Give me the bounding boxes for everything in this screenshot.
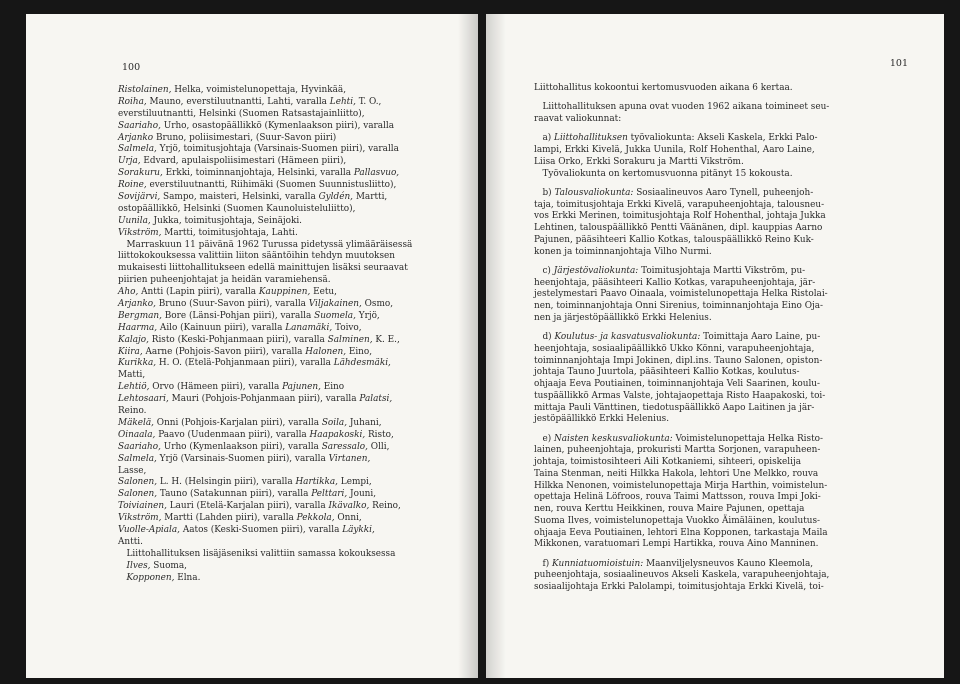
- text-line: Vikström, Martti, toimitusjohtaja, Lahti.: [118, 227, 298, 238]
- italic-name: Bergman,: [118, 310, 162, 321]
- italic-name: Salminen,: [327, 334, 373, 345]
- text-line: nen, toiminnanjohtaja Onni Sirenius, toiminnanjohtaja Eino Oja-: [534, 301, 824, 311]
- text-line: sosiaalijohtaja Erkki Palolampi, toimitusjohtaja Erkki Kivelä, toi-: [534, 582, 824, 592]
- italic-name: Lehti,: [329, 96, 356, 107]
- italic-name: Ristolainen,: [118, 85, 172, 95]
- text-line: Lehtosaari, Mauri (Pohjois-Pohjanmaan piiri), varalla Palatsi,: [118, 394, 393, 405]
- italic-name: Roiha,: [118, 96, 147, 107]
- italic-name: Sovijärvi,: [118, 192, 161, 203]
- paragraph-gap: [534, 258, 894, 266]
- left-page: [26, 14, 478, 678]
- text-line: jestelymestari Paavo Oinaala, voimistelunopettaja Helka Ristolai-: [534, 289, 828, 300]
- text-line: c) Järjestövaliokunta: Toimitusjohtaja Martti Vikström, pu-: [534, 265, 806, 276]
- right-page: [486, 14, 944, 678]
- left-page-text: [118, 85, 458, 584]
- text-line: Roine, everstiluutnantti, Riihimäki (Suomen Suunnistusliitto),: [118, 180, 397, 191]
- text-line: Reino.: [118, 406, 147, 417]
- text-line: Työvaliokunta on kertomusvuonna pitänyt 15 kokousta.: [534, 168, 793, 179]
- text-line: mukaisesti liittohallitukseen edellä mainittujen lisäksi seuraavat: [118, 263, 408, 274]
- text-line: Aho, Antti (Lapin piiri), varalla Kauppinen, Eetu,: [118, 287, 337, 298]
- right-page-text: [534, 83, 894, 594]
- text-line: Oinaala, Paavo (Uudenmaan piiri), varalla Haapakoski, Risto,: [118, 429, 394, 440]
- text-line: Vikström, Martti (Lahden piiri), varalla Pekkola, Onni,: [118, 513, 362, 524]
- italic-name: Lehtiö,: [118, 382, 150, 393]
- italic-name: Lähdesmäki,: [333, 358, 391, 369]
- italic-name: Pallasvuo,: [353, 168, 400, 179]
- italic-name: Viljakainen,: [308, 299, 362, 310]
- text-line: tuspäällikkö Armas Valste, johtajaopettaja Risto Haapakoski, toi-: [534, 390, 826, 401]
- italic-name: Kunniatuomioistuin:: [552, 558, 644, 569]
- text-line: raavat valiokunnat:: [534, 114, 622, 124]
- text-line: puheenjohtaja, sosiaalineuvos Akseli Kaskela, varapuheenjohtaja,: [534, 570, 830, 581]
- text-line: e) Naisten keskusvaliokunta: Voimistelunopettaja Helka Risto-: [534, 433, 823, 444]
- paragraph-gap: [534, 551, 894, 559]
- italic-name: Salmela,: [118, 453, 157, 464]
- italic-name: Saariaho,: [118, 441, 161, 452]
- italic-name: Mäkelä,: [118, 417, 154, 428]
- text-line: f) Kunniatuomioistuin: Maanviljelysneuvos Kauno Kleemola,: [534, 558, 814, 569]
- italic-name: Ikävalko,: [328, 501, 370, 512]
- text-line: Arjanko, Bruno (Suur-Savon piiri), varalla Viljakainen, Osmo,: [118, 299, 394, 310]
- text-line: Marraskuun 11 päivänä 1962 Turussa pidetyssä ylimääräisessä: [118, 239, 413, 250]
- text-line: b) Talousvaliokunta: Sosiaalineuvos Aaro Tynell, puheenjoh-: [534, 187, 814, 198]
- italic-name: Sorakuru,: [118, 168, 163, 179]
- italic-name: Salonen,: [118, 477, 158, 488]
- text-line: Uunila, Jukka, toimitusjohtaja, Seinäjoki.: [118, 215, 302, 226]
- italic-name: Saariaho,: [118, 120, 161, 131]
- paragraph-gap: [534, 325, 894, 333]
- text-line: heenjohtaja, sosiaalipäällikkö Ukko Könni, varapuheenjohtaja,: [534, 343, 815, 354]
- italic-name: Haapakoski,: [309, 429, 366, 440]
- text-line: ostopäällikkö, Helsinki (Suomen Kaunoluisteluliitto),: [118, 203, 356, 214]
- italic-name: Kiira,: [118, 346, 143, 357]
- italic-name: Pelttari,: [311, 489, 348, 500]
- text-line: Arjanko Bruno, poliisimestari, (Suur-Savon piiri): [118, 132, 337, 143]
- text-line: Taina Stenman, neiti Hilkka Hakola, lehtori Une Melkko, rouva: [534, 468, 819, 479]
- italic-name: Oinaala,: [118, 429, 156, 440]
- italic-name: Järjestövaliokunta:: [553, 265, 639, 276]
- text-line: Lehtiö, Orvo (Hämeen piiri), varalla Pajunen, Eino: [118, 382, 345, 393]
- italic-name: Saressalo,: [321, 441, 368, 452]
- text-line: Liisa Orko, Erkki Sorakuru ja Martti Vikström.: [534, 156, 744, 167]
- text-line: Liittohallituksen lisäjäseniksi valittiin samassa kokouksessa: [118, 548, 396, 559]
- text-line: Ilves, Suoma,: [126, 560, 187, 571]
- text-line: nen ja järjestöpäällikkö Erkki Helenius.: [534, 312, 712, 323]
- text-line: mittaja Pauli Vänttinen, tiedotuspäällikkö Aapo Laitinen ja jär-: [534, 402, 815, 413]
- text-line: a) Liittohallituksen työvaliokunta: Akseli Kaskela, Erkki Palo-: [534, 133, 818, 144]
- text-line: Lasse,: [118, 465, 147, 476]
- text-line: Sovijärvi, Sampo, maisteri, Helsinki, varalla Gyldén, Martti,: [118, 192, 388, 203]
- italic-name: Palatsi,: [359, 394, 393, 405]
- text-line: toiminnanjohtaja Impi Jokinen, dipl.ins. Tauno Salonen, opiston-: [534, 355, 823, 366]
- text-line: ohjaaja Eeva Poutiainen, toiminnanjohtaja Veli Saarinen, koulu-: [534, 379, 821, 389]
- text-line: Suoma Ilves, voimistelunopettaja Vuokko Äimäläinen, koulutus-: [534, 515, 821, 526]
- text-line: konen ja toiminnanjohtaja Vilho Nurmi.: [534, 246, 712, 257]
- text-line: Kopponen, Elna.: [126, 572, 201, 583]
- text-line: piirien puheenjohtajat ja heidän varamiehensä.: [118, 275, 331, 286]
- text-line: taja, toimitusjohtaja Erkki Kivelä, varapuheenjohtaja, talousneu-: [534, 199, 825, 210]
- italic-name: Vikström,: [118, 513, 162, 524]
- paragraph-gap: [534, 95, 894, 103]
- text-line: Salonen, L. H. (Helsingin piiri), varalla Hartikka, Lempi,: [118, 477, 372, 488]
- text-line: johtaja, toimistosihteeri Aili Kotkaniemi, sihteeri, opiskelija: [534, 457, 801, 467]
- italic-name: Haarma,: [118, 322, 158, 333]
- text-line: Saariaho, Urho, osastopäällikkö (Kymenlaakson piiri), varalla: [118, 120, 395, 131]
- paragraph-gap: [534, 180, 894, 188]
- italic-name: Toiviainen,: [118, 501, 167, 512]
- text-line: Salonen, Tauno (Satakunnan piiri), varalla Pelttari, Jouni,: [118, 489, 377, 500]
- italic-name: Naisten keskusvaliokunta:: [554, 433, 673, 444]
- italic-name: Vikström,: [118, 227, 162, 238]
- italic-name: Hartikka,: [295, 477, 338, 488]
- text-line: Lehtinen, talouspäällikkö Pentti Väänänen, dipl. kauppias Aarno: [534, 223, 823, 233]
- text-line: everstiluutnantti, Helsinki (Suomen Ratsastajainliitto),: [118, 108, 365, 119]
- text-line: heenjohtaja, pääsihteeri Kallio Kotkas, varapuheenjohtaja, jär-: [534, 277, 816, 288]
- italic-name: Kurikka,: [118, 358, 157, 369]
- text-line: Pajunen, pääsihteeri Kallio Kotkas, talouspäällikkö Reino Kuk-: [534, 234, 814, 245]
- italic-name: Gyldén,: [318, 192, 353, 203]
- text-line: Kurikka, H. O. (Etelä-Pohjanmaan piiri), varalla Lähdesmäki,: [118, 358, 391, 369]
- text-line: d) Koulutus- ja kasvatusvaliokunta: Toimittaja Aaro Laine, pu-: [534, 332, 821, 342]
- text-line: Liittohallitus kokoontui kertomusvuoden aikana 6 kertaa.: [534, 83, 793, 93]
- page-number-right: 101: [889, 58, 908, 69]
- italic-name: Urja,: [118, 156, 141, 167]
- italic-name: Pekkola,: [296, 513, 335, 524]
- text-line: vos Erkki Merinen, toimitusjohtaja Rolf Hohenthal, johtaja Jukka: [534, 211, 826, 222]
- italic-name: Uunila,: [118, 215, 151, 226]
- italic-name: Vuolle-Apiala,: [118, 524, 180, 535]
- italic-name: Aho,: [118, 287, 139, 298]
- text-line: nen, rouva Kerttu Heikkinen, rouva Maire Pajunen, opettaja: [534, 504, 805, 514]
- text-line: lainen, puheenjohtaja, prokuristi Martta Sorjonen, varapuheen-: [534, 445, 821, 456]
- text-line: jestöpäällikkö Erkki Helenius.: [534, 414, 670, 425]
- text-line: Urja, Edvard, apulaispoliisimestari (Hämeen piiri),: [118, 156, 347, 167]
- text-line: Liittohallituksen apuna ovat vuoden 1962 aikana toimineet seu-: [534, 102, 830, 113]
- text-line: Salmela, Yrjö, toimitusjohtaja (Varsinais-Suomen piiri), varalla: [118, 144, 399, 155]
- text-line: ohjaaja Eeva Poutiainen, lehtori Elna Kopponen, tarkastaja Maila: [534, 527, 828, 538]
- text-line: Salmela, Yrjö (Varsinais-Suomen piiri), varalla Virtanen,: [118, 453, 371, 464]
- text-line: Mäkelä, Onni (Pohjois-Karjalan piiri), varalla Soila, Juhani,: [118, 417, 382, 428]
- italic-name: Suomela,: [314, 310, 356, 321]
- italic-name: Halonen,: [305, 346, 347, 357]
- page-number-left: 100: [122, 62, 141, 73]
- italic-name: Lanamäki,: [285, 322, 333, 333]
- italic-name: Kalajo,: [118, 334, 149, 345]
- italic-name: Roine,: [118, 180, 147, 191]
- text-line: Haarma, Ailo (Kainuun piiri), varalla Lanamäki, Toivo,: [118, 322, 362, 333]
- paragraph-gap: [534, 426, 894, 434]
- italic-name: Liittohallituksen: [554, 133, 628, 144]
- text-line: Roiha, Mauno, everstiluutnantti, Lahti, varalla Lehti, T. O.,: [118, 96, 382, 107]
- italic-name: Ilves,: [126, 560, 151, 571]
- italic-name: Kauppinen,: [258, 287, 311, 298]
- italic-name: Salmela,: [118, 144, 157, 155]
- text-line: Antti.: [118, 536, 143, 547]
- text-line: opettaja Helinä Löfroos, rouva Taimi Mattsson, rouva Impi Joki-: [534, 492, 821, 503]
- italic-name: Arjanko,: [118, 299, 156, 310]
- text-line: lampi, Erkki Kivelä, Jukka Uunila, Rolf Hohenthal, Aaro Laine,: [534, 145, 815, 155]
- text-line: Bergman, Bore (Länsi-Pohjan piiri), varalla Suomela, Yrjö,: [118, 310, 380, 321]
- italic-name: Koulutus- ja kasvatusvaliokunta:: [554, 332, 701, 342]
- text-line: Mikkonen, varatuomari Lempi Hartikka, rouva Aino Manninen.: [534, 539, 819, 550]
- italic-name: Salonen,: [118, 489, 158, 500]
- italic-name: Virtanen,: [328, 453, 371, 464]
- italic-name: Talousvaliokunta:: [554, 187, 634, 198]
- text-line: Toiviainen, Lauri (Etelä-Karjalan piiri), varalla Ikävalko, Reino,: [118, 501, 401, 512]
- text-line: Vuolle-Apiala, Aatos (Keski-Suomen piiri), varalla Läykki,: [118, 524, 375, 535]
- italic-name: Arjanko: [118, 132, 154, 143]
- text-line: johtaja Tauno Juurtola, pääsihteeri Kallio Kotkas, koulutus-: [534, 367, 800, 378]
- text-line: Ristolainen, Helka, voimistelunopettaja, Hyvinkää,: [118, 85, 347, 95]
- text-line: liittokokouksessa valittiin liiton sääntöihin tehdyn muutoksen: [118, 251, 395, 262]
- italic-name: Läykki,: [342, 524, 375, 535]
- text-line: Kalajo, Risto (Keski-Pohjanmaan piiri), varalla Salminen, K. E.,: [118, 334, 400, 345]
- italic-name: Pajunen,: [282, 382, 321, 393]
- text-line: Sorakuru, Erkki, toiminnanjohtaja, Helsinki, varalla Pallasvuo,: [118, 168, 400, 179]
- italic-name: Lehtosaari,: [118, 394, 169, 405]
- text-line: Matti,: [118, 370, 146, 381]
- text-line: Hilkka Nenonen, voimistelunopettaja Mirja Harthin, voimistelun-: [534, 480, 828, 491]
- italic-name: Soila,: [321, 417, 348, 428]
- text-line: Saariaho, Urho (Kymenlaakson piiri), varalla Saressalo, Olli,: [118, 441, 390, 452]
- italic-name: Kopponen,: [126, 572, 175, 583]
- text-line: Kiira, Aarne (Pohjois-Savon piiri), varalla Halonen, Eino,: [118, 346, 373, 357]
